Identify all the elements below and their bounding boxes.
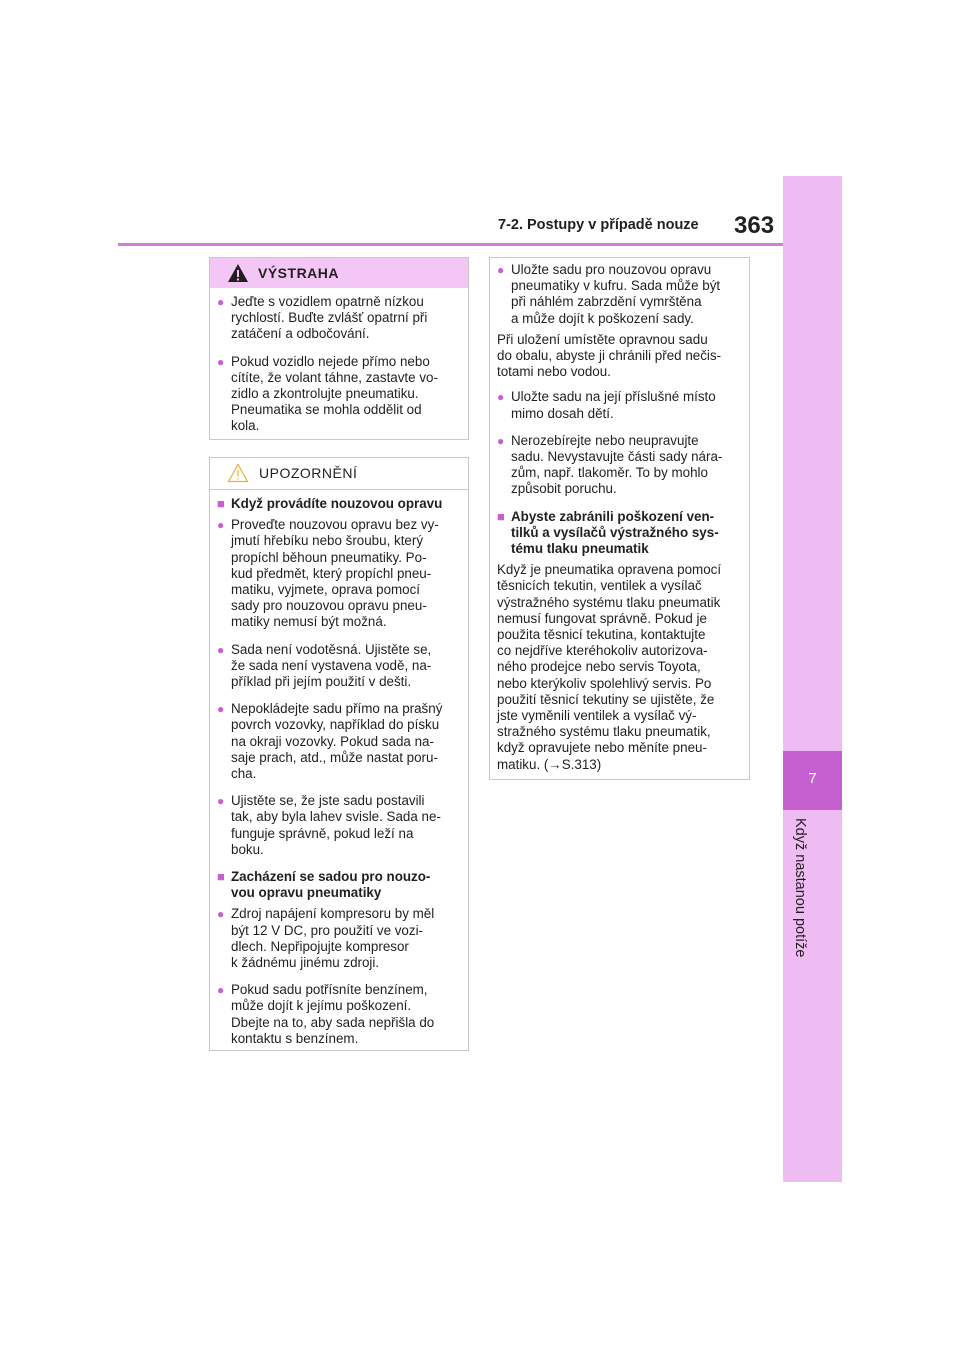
text-line: Při uložení umístěte opravnou sadu [497,331,708,347]
text-line: Když je pneumatika opravena pomocí [497,562,722,578]
text-line: Ujistěte se, že jste sadu postavili [231,793,425,809]
text-line: Proveďte nouzovou opravu bez vy- [231,517,439,533]
text-line: matiky nemusí být možná. [231,614,387,630]
text-line: saje prach, atd., může nastat poru- [231,749,438,765]
list-item [217,906,458,971]
round-bullet-icon: ● [217,702,225,717]
text-line: Sada není vodotěsná. Ujistěte se, [231,641,432,657]
text-line: rychlostí. Buďte zvlášť opatrní při [231,310,428,326]
text-line: tému tlaku pneumatik [511,541,649,557]
storage-paragraph [497,332,739,381]
chapter-side-tab [783,176,842,1182]
text-line: na okraji vozovky. Pokud sada na- [231,733,434,749]
text-line: může dojít k jejímu poškození. [231,998,412,1014]
caution-title: UPOZORNĚNÍ [259,465,358,481]
list-item [497,262,739,327]
caution-subheading-2 [217,869,458,901]
text-line: boku. [231,841,264,857]
round-bullet-icon: ● [497,390,505,405]
right-list [497,389,739,497]
text-line: kontaktu s benzínem. [231,1030,359,1046]
text-line: jmutí hřebíku nebo šroubu, který [231,533,424,549]
text-line: příklad při jejím použití v dešti. [231,674,412,690]
text-line: cítíte, že volant táhne, zastavte vo- [231,369,438,385]
square-bullet-icon: ■ [217,869,225,885]
text-line: Zdroj napájení kompresoru by měl [231,906,435,922]
text-line: Pokud vozidlo nejede přímo nebo [231,353,430,369]
page-number: 363 [734,212,775,239]
list-item [217,517,458,630]
text-line: Zacházení se sadou pro nouzo- [231,869,431,885]
text-line: zidlo a zkontrolujte pneumatiku. [231,386,419,402]
text-line: a může dojít k poškození sady. [511,310,694,326]
text-line: povrch vozovky, například do písku [231,717,440,733]
text-line: Nepokládejte sadu přímo na prašný [231,701,443,717]
text-line: vou opravu pneumatiky [231,885,382,901]
text-line: zatáčení a odbočování. [231,326,370,342]
round-bullet-icon: ● [217,518,225,533]
text-line: jste vyměnili ventilek a vysílač vý- [497,708,697,724]
text-line: Uložte sadu na její příslušné místo [511,389,716,405]
chapter-title: Když nastanou potíže [792,818,808,958]
square-bullet-icon: ■ [217,496,225,511]
round-bullet-icon: ● [217,794,225,809]
tpms-paragraph [497,562,739,773]
list-item [217,294,458,343]
text-line: použita těsnicí tekutina, kontaktujte [497,627,706,643]
round-bullet-icon: ● [497,263,505,277]
text-line: kola. [231,418,260,434]
text-line: Uložte sadu pro nouzovou opravu [511,262,712,277]
continued-content [490,258,749,773]
caution-list-1 [217,517,458,858]
text-line: Abyste zabránili poškození ven- [511,508,715,524]
text-line: zům, např. tlakoměr. To by mohlo [511,465,708,481]
text-line: Pneumatika se mohla oddělit od [231,402,422,418]
text-line: při náhlém zabrzdění vymrštěna [511,294,702,310]
text-line: k žádnému jinému zdroji. [231,955,380,971]
text-line: tilků a vysílačů výstražného sys- [511,524,719,540]
list-item [217,793,458,858]
text-line: použití těsnicí tekutiny se ujistěte, že [497,691,715,707]
text-line: tak, aby byla lahev svisle. Sada ne- [231,809,441,825]
header-rule [118,243,783,246]
text-line: cha. [231,766,257,782]
caution-list-2 [217,906,458,1047]
caution-triangle-icon [227,463,249,483]
round-bullet-icon: ● [217,295,225,309]
list-item [497,389,739,421]
round-bullet-icon: ● [217,354,225,369]
caution-subheading-1 [217,496,458,512]
text-line: matiku. (→S.313) [497,756,602,772]
caution-content [210,490,468,1047]
text-line: být 12 V DC, pro použití ve vozi- [231,922,424,938]
right-subheading [497,509,739,558]
square-bullet-icon: ■ [497,508,505,524]
round-bullet-icon: ● [217,983,225,998]
text-line: totami nebo vodou. [497,364,611,380]
list-item [217,982,458,1047]
text-line: sady pro nouzovou opravu pneu- [231,598,427,614]
warning-header [210,258,468,288]
text-line: Jeďte s vozidlem opatrně nízkou [231,294,424,309]
warning-content [210,288,468,435]
round-bullet-icon: ● [217,907,225,922]
text-line: že sada není vystavena vodě, na- [231,657,432,673]
list-item [217,701,458,782]
text-line: mimo dosah dětí. [511,405,614,421]
warning-triangle-icon [227,263,249,283]
text-line: Nerozebírejte nebo neupravujte [511,432,699,448]
chapter-number-box [783,751,842,810]
text-line: kud předmět, který propíchl pneu- [231,565,432,581]
text-line: Když provádíte nouzovou opravu [231,496,443,511]
warning-title: VÝSTRAHA [258,265,340,281]
round-bullet-icon: ● [497,433,505,448]
text-line: do obalu, abyste ji chránili před nečis- [497,348,722,364]
warning-box [209,257,469,440]
text-line: nebo kterýkoliv spolehlivý servis. Po [497,675,712,691]
caution-box [209,457,469,1051]
text-line: stražného systému tlaku pneumatik, [497,724,711,740]
text-line: propíchl běhoun pneumatiky. Po- [231,549,427,565]
list-item [217,354,458,435]
text-line: matiku, vyjmete, oprava pomocí [231,582,421,598]
list-item [497,433,739,498]
text-line: sadu. Nevystavujte části sady nára- [511,449,723,465]
text-line: co nejdříve kteréhokoliv autorizova- [497,643,708,659]
text-line: když opravujete nebo měníte pneu- [497,740,707,756]
text-line: nemusí fungovat správně. Pokud je [497,610,707,626]
text-line: Pokud sadu potřísníte benzínem, [231,982,428,998]
continued-caution-box [489,257,750,780]
text-line: ného prodejce nebo servis Toyota, [497,659,701,675]
text-line: pneumatiky v kufru. Sada může být [511,278,721,294]
round-bullet-icon: ● [217,642,225,657]
chapter-number: 7 [808,770,817,787]
text-line: způsobit poruchu. [511,481,617,497]
text-line: dlech. Nepřipojujte kompresor [231,938,409,954]
section-title: 7-2. Postupy v případě nouze [498,217,699,233]
list-item [217,642,458,691]
text-line: Dbejte na to, aby sada nepřišla do [231,1014,435,1030]
caution-header [210,458,468,488]
text-line: výstražného systému tlaku pneumatik [497,594,721,610]
text-line: funguje správně, pokud leží na [231,825,414,841]
text-line: těsnicích tekutin, ventilek a vysílač [497,578,702,594]
